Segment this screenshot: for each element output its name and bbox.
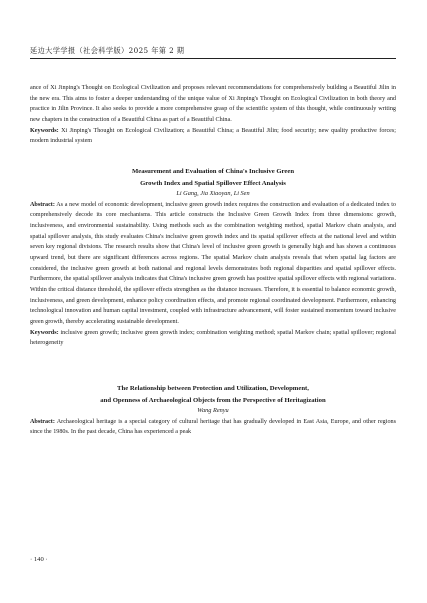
keywords-label: Keywords: — [30, 127, 59, 134]
keywords-text: inclusive green growth; inclusive green growth index; combination weighting method; spatial Markov chain; spatial spillover; regional heterogeneity — [30, 329, 396, 347]
article-2-title-line-2: and Openness of Archaeological Objects from the Perspective of Heritagization — [100, 396, 326, 404]
article-2-heading — [30, 383, 396, 417]
page-number: · 140 · — [30, 556, 48, 563]
abstract-label: Abstract: — [30, 418, 55, 425]
previous-abstract-continuation — [30, 83, 396, 126]
running-head: 延边大学学报（社会科学版）2025 年第 2 期 — [30, 46, 185, 55]
header-rule — [30, 58, 396, 59]
article-2-authors: Wang Renyu — [197, 407, 229, 415]
abstract-text: As a new model of economic development, inclusive green growth index requires the construction and evaluation of a dedicated index to comprehensively decode its core mechanisms. This article constructs the Inclusive Green Growth Index from three dimensions: growth, inclusiveness, and environmental sustainability. Using methods such as the combination weighting method, spatial Markov chain analysis, and spatial spillover analysis, this study evaluates China's inclusive green growth index and its spatial spillover effects at the national level and within seven key regional divisions. The research results show that China's level of inclusive green growth is generally high and has shown a continuous upward trend, but there are significant differences across regions. The spatial Markov chain analysis reveals that when spatial lag factors are considered, the inclusive green growth at both national and regional levels demonstrates both regional disparities and spatial spillover effects. Furthermore, the spatial spillover analysis indicates that China's inclusive green growth has positive spatial spillover effects with regional variations. Within the critical distance threshold, the spillover effects strengthen as the distance increases. Therefore, it is essential to balance economic growth, inclusiveness, and green development, enhance policy coordination effects, and promote regional coordinated development. Furthermore, enhancing technological innovation and human capital investment, coupled with infrastructure advancement, will foster sustained momentum toward inclusive green growth, thereby accelerating sustainable development. — [30, 201, 396, 325]
article-2-title-line-1: The Relationship between Protection and Utilization, Development, — [117, 384, 309, 392]
article-1-authors: Li Gang, Jia Xiaoyan, Li Sen — [176, 190, 250, 198]
article-1-title-line-2: Growth Index and Spatial Spillover Effect Analysis — [140, 179, 286, 187]
article-1-abstract — [30, 200, 396, 328]
page-content — [30, 83, 396, 438]
abstract-tail-text: ance of Xi Jinping's Thought on Ecological Civilization and proposes relevant recommendations for comprehensively building a Beautiful Jilin in the new era. This aims to foster a deeper understanding of the unique value of Xi Jinping's Thought on Ecological Civilization in both theory and practice in Jilin Province. It also seeks to provide a more comprehensive grasp of the scientific system of this thought, while continuously writing new chapters in the construction of a Beautiful China as part of a Beautiful China. — [30, 85, 396, 123]
keywords-text: Xi Jinping's Thought on Ecological Civilization; a Beautiful China; a Beautiful Jilin; food security; new quality productive forces; modern industrial system — [30, 127, 396, 145]
previous-keywords — [30, 126, 396, 147]
article-2-abstract — [30, 417, 396, 438]
article-1-title-line-1: Measurement and Evaluation of China's Inclusive Green — [131, 167, 295, 175]
article-1-keywords — [30, 328, 396, 349]
abstract-label: Abstract: — [30, 201, 55, 208]
keywords-label: Keywords: — [30, 329, 59, 336]
abstract-text: Archaeological heritage is a special category of cultural heritage that has gradually developed in East Asia, Europe, and other regions since the 1980s. In the past decade, China has experienced a peak — [30, 418, 396, 436]
article-1-heading — [30, 166, 396, 200]
